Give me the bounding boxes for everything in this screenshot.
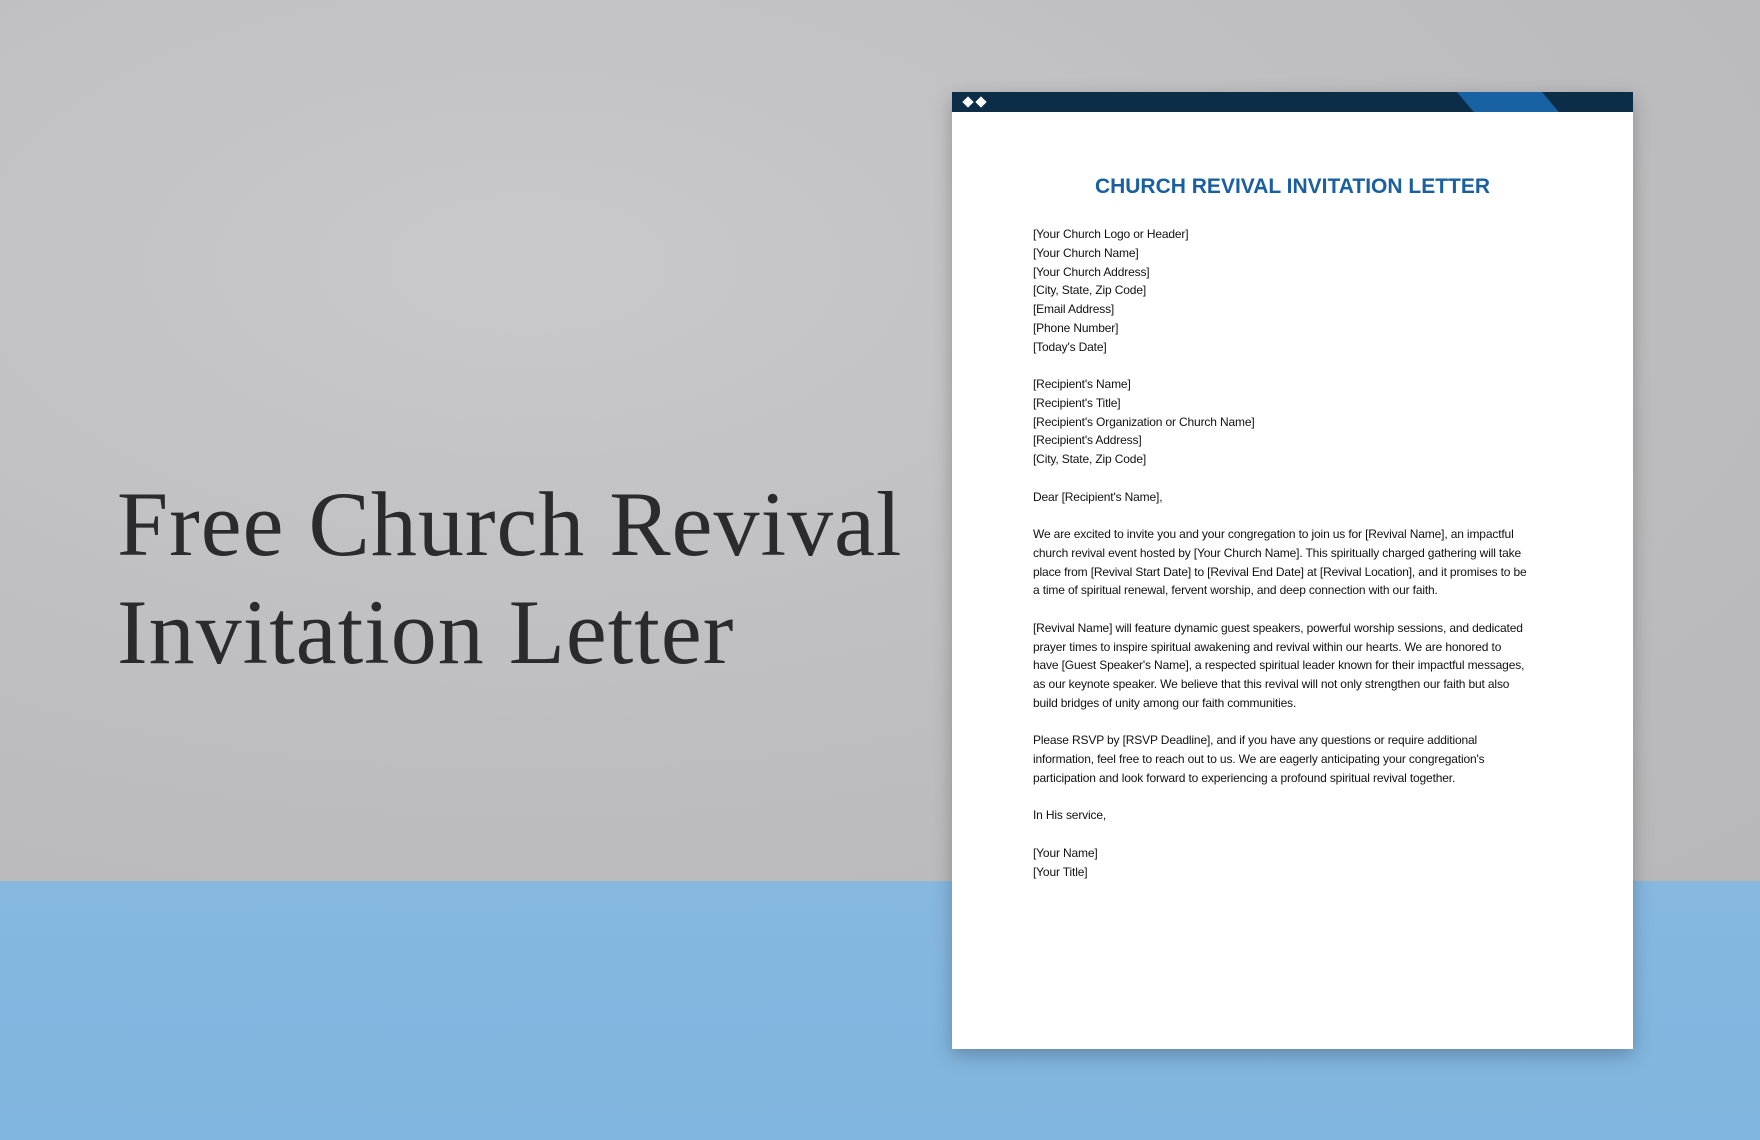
paragraph-2-line: as our keynote speaker. We believe that this revival will not only strengthen our faith but also bbox=[1033, 677, 1510, 691]
sender-line: [Your Church Logo or Header] bbox=[1033, 227, 1189, 241]
paragraph-3-line: Please RSVP by [RSVP Deadline], and if you have any questions or require additional bbox=[1033, 733, 1478, 748]
letter-body bbox=[1033, 225, 1527, 881]
paragraph-1-line: We are excited to invite you and your congregation to join us for [Revival Name], an impactful bbox=[1033, 527, 1514, 541]
sender-line: [Your Church Address] bbox=[1033, 264, 1150, 279]
paragraph-3-line: information, feel free to reach out to us. We are eagerly anticipating your congregation's bbox=[1033, 752, 1485, 766]
sender-line: [Email Address] bbox=[1033, 302, 1115, 316]
paragraph-1-line: a time of spiritual renewal, fervent worship, and deep connection with our faith. bbox=[1033, 583, 1438, 598]
hero-line-1: Free Church Revival bbox=[117, 473, 903, 575]
paragraph-2-line: build bridges of unity among our faith communities. bbox=[1033, 695, 1297, 710]
header-accent-stripe bbox=[1457, 92, 1559, 112]
closing: In His service, bbox=[1033, 808, 1107, 823]
recipient-line: [City, State, Zip Code] bbox=[1033, 452, 1147, 466]
recipient-line: [Recipient's Organization or Church Name] bbox=[1033, 414, 1255, 429]
header-bar bbox=[952, 92, 1633, 112]
diamond-icon bbox=[975, 96, 987, 108]
signature-title: [Your Title] bbox=[1033, 864, 1088, 879]
diamond-icon bbox=[962, 96, 974, 108]
hero-heading bbox=[117, 470, 902, 686]
paragraph-2-line: [Revival Name] will feature dynamic guest speakers, powerful worship sessions, and dedicated bbox=[1033, 620, 1523, 635]
paragraph-1-line: church revival event hosted by [Your Church Name]. This spiritually charged gathering will take bbox=[1033, 545, 1522, 560]
paragraph-1-line: place from [Revival Start Date] to [Revival End Date] at [Revival Location], and it promises to be bbox=[1033, 564, 1527, 579]
sender-line: [Your Church Name] bbox=[1033, 245, 1139, 260]
paragraph-2-line: have [Guest Speaker's Name], a respected spiritual leader known for their impactful messages, bbox=[1033, 658, 1525, 673]
recipient-line: [Recipient's Address] bbox=[1033, 433, 1142, 448]
salutation: Dear [Recipient's Name], bbox=[1033, 489, 1163, 504]
hero-line-2: Invitation Letter bbox=[117, 581, 735, 683]
sender-line: [City, State, Zip Code] bbox=[1033, 283, 1147, 298]
sender-line: [Phone Number] bbox=[1033, 320, 1119, 335]
paragraph-3-line: participation and look forward to experiencing a profound spiritual revival together. bbox=[1033, 770, 1456, 785]
paragraph-2-line: prayer times to inspire spiritual awakening and revival within our hearts. We are honored to bbox=[1033, 639, 1502, 654]
signature-name: [Your Name] bbox=[1033, 845, 1098, 860]
sender-line: [Today's Date] bbox=[1033, 339, 1107, 354]
recipient-line: [Recipient's Name] bbox=[1033, 377, 1131, 391]
recipient-line: [Recipient's Title] bbox=[1033, 395, 1121, 410]
letter-document bbox=[952, 92, 1633, 1049]
document-title: CHURCH REVIVAL INVITATION LETTER bbox=[1094, 175, 1491, 198]
